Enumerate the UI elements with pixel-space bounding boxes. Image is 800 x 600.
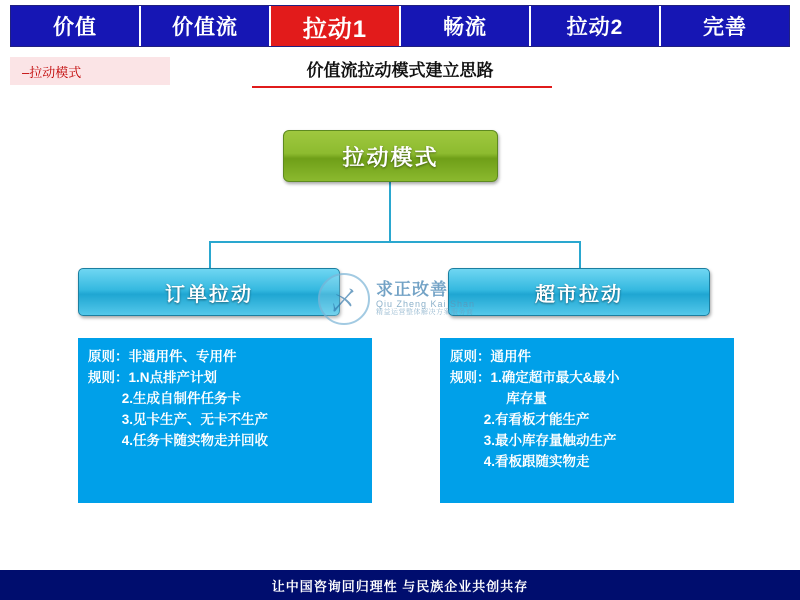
panel-line: 4.看板跟随实物走 [450, 454, 590, 469]
watermark-pinyin: Qiu Zheng Kai Shan [376, 298, 476, 309]
watermark-name: 求正改善 [376, 279, 448, 299]
tab-jiazhiliu[interactable]: 价值流 [141, 6, 271, 46]
tab-changliu[interactable]: 畅流 [401, 6, 531, 46]
tab-wanshan[interactable]: 完善 [661, 6, 789, 46]
panel-line: 原则：非通用件、专用件 [88, 349, 237, 364]
mode-chip: –拉动模式 [10, 57, 170, 85]
panel-line: 库存量 [450, 391, 547, 406]
node-branch-supermarket-pull[interactable]: 超市拉动 [448, 268, 710, 316]
footer-slogan: 让中国咨询回归理性 与民族企业共创共存 [0, 570, 800, 600]
watermark-logo-icon: 乄 [318, 273, 370, 325]
panel-line: 4.任务卡随实物走并回收 [88, 433, 269, 448]
tab-jiazhi[interactable]: 价值 [11, 6, 141, 46]
node-branch-order-pull[interactable]: 订单拉动 [78, 268, 340, 316]
page-title: 价值流拉动模式建立思路 [306, 61, 494, 80]
panel-line: 3.见卡生产、无卡不生产 [88, 412, 269, 427]
tab-ladong-2[interactable]: 拉动2 [531, 6, 661, 46]
connector-left-down [209, 241, 211, 269]
node-root-pull-mode[interactable]: 拉动模式 [283, 130, 498, 182]
connector-right-down [579, 241, 581, 269]
panel-order-pull-rules [78, 338, 372, 503]
connector-horizontal-bus [209, 241, 581, 243]
watermark-subtitle: 精益运营整体解决方案服务商 [376, 309, 474, 317]
panel-line: 规则：1.确定超市最大&最小 [450, 370, 620, 385]
panel-line: 2.生成自制件任务卡 [88, 391, 242, 406]
panel-line: 规则：1.N点排产计划 [88, 370, 218, 385]
panel-line: 2.有看板才能生产 [450, 412, 590, 427]
tab-ladong-1[interactable]: 拉动1 [271, 6, 401, 46]
panel-line: 原则：通用件 [450, 349, 531, 364]
panel-line: 3.最小库存量触动生产 [450, 433, 617, 448]
panel-supermarket-pull-rules [440, 338, 734, 503]
connector-root-down [389, 182, 391, 242]
